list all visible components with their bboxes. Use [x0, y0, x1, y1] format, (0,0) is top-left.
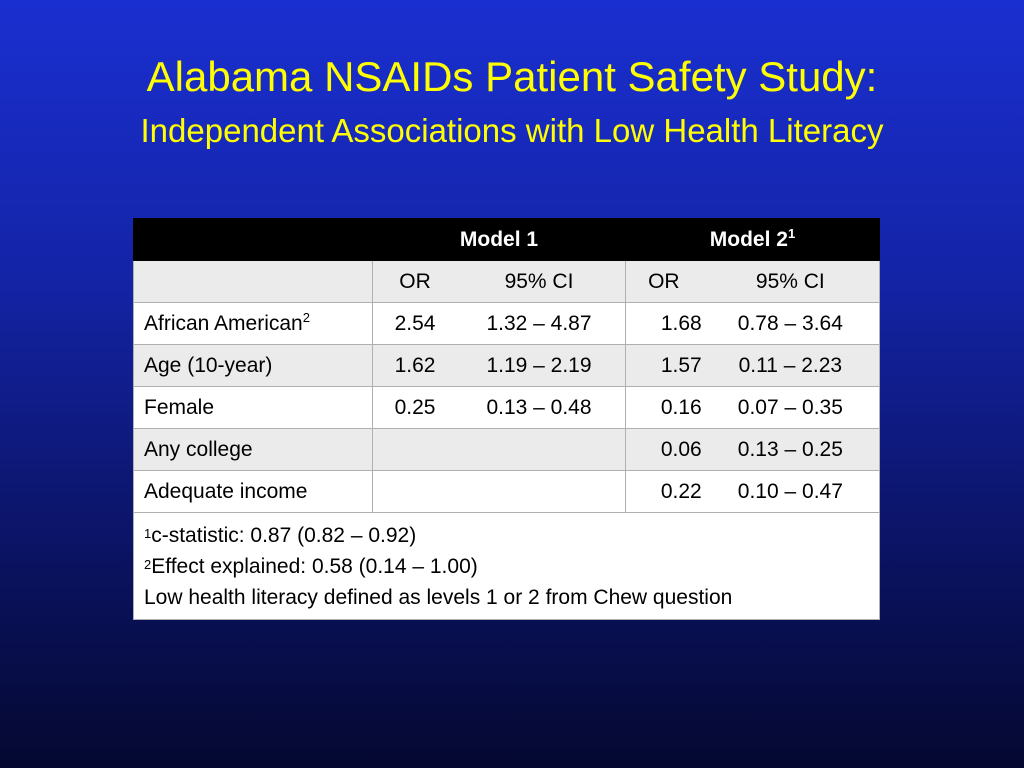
model2-label: Model $2^1$ [709, 225, 796, 251]
or1-value: 1.62 [394, 353, 436, 377]
model1-values [373, 387, 626, 429]
subheader-or1: OR [399, 269, 431, 293]
model1-values [373, 429, 626, 471]
ci2-value: 0.78 – 3.64 [737, 311, 843, 335]
or1-value: 0.25 [394, 395, 436, 419]
model1-values [373, 303, 626, 345]
or2-value: 0.22 [660, 479, 702, 503]
ci2-value: 0.11 – 2.23 [738, 353, 843, 377]
ci2-value: 0.13 – 0.25 [737, 437, 843, 461]
model2-values [626, 387, 880, 429]
or2-value: 0.16 [660, 395, 702, 419]
footnote-1-superscript: 1 [144, 526, 152, 541]
row-label-superscript: 2 [302, 309, 310, 325]
row-label: Adequate income [134, 471, 373, 513]
table-row [134, 387, 880, 429]
ci1-value: 0.13 – 0.48 [486, 395, 592, 419]
model1-label: Model 1 [459, 227, 539, 251]
ci2-value: 0.07 – 0.35 [737, 395, 843, 419]
ci1-value: 1.19 – 2.19 [486, 353, 592, 377]
footnote-2-superscript: 2 [144, 557, 152, 572]
footnote-1: $^1$c-statistic: 0.87 (0.82 – 0.92) [144, 524, 417, 547]
model1-values [373, 345, 626, 387]
row-label: Any college [134, 429, 373, 471]
model2-values [626, 345, 880, 387]
table-row [134, 345, 880, 387]
footnotes-cell [134, 513, 880, 620]
row-label: African American$^2$ [134, 303, 373, 345]
footnote-3: Low health literacy defined as levels 1 or 2 from Chew question [144, 586, 733, 609]
model2-values [626, 471, 880, 513]
or2-value: 1.68 [660, 311, 702, 335]
table-row [134, 429, 880, 471]
slide-subtitle: Independent Associations with Low Health Literacy [140, 112, 884, 149]
results-table [133, 218, 880, 620]
model2-values [626, 429, 880, 471]
header-model1 [373, 219, 626, 261]
model1-values [373, 471, 626, 513]
or2-value: 0.06 [660, 437, 702, 461]
subheader-model2 [626, 261, 880, 303]
or2-value: 1.57 [660, 353, 702, 377]
subheader-ci2: 95% CI [755, 269, 825, 293]
table-footnotes-row [134, 513, 880, 620]
model2-superscript: 1 [787, 225, 796, 241]
table-row [134, 471, 880, 513]
ci2-value: 0.10 – 0.47 [737, 479, 843, 503]
or1-value: 2.54 [394, 311, 436, 335]
model2-values [626, 303, 880, 345]
subheader-model1 [373, 261, 626, 303]
subheader-or2: OR [648, 269, 680, 293]
row-label: Age (10-year) [134, 345, 373, 387]
table-row [134, 303, 880, 345]
subheader-ci1: 95% CI [504, 269, 574, 293]
table-subheader-row [134, 261, 880, 303]
ci1-value: 1.32 – 4.87 [486, 311, 592, 335]
header-empty-cell [134, 219, 373, 261]
header-model2 [626, 219, 880, 261]
subheader-empty-cell [134, 261, 373, 303]
footnote-2: $^2$Effect explained: 0.58 (0.14 – 1.00) [144, 555, 478, 578]
row-label: Female [134, 387, 373, 429]
slide-title: Alabama NSAIDs Patient Safety Study: [146, 53, 878, 100]
table-header-row [134, 219, 880, 261]
